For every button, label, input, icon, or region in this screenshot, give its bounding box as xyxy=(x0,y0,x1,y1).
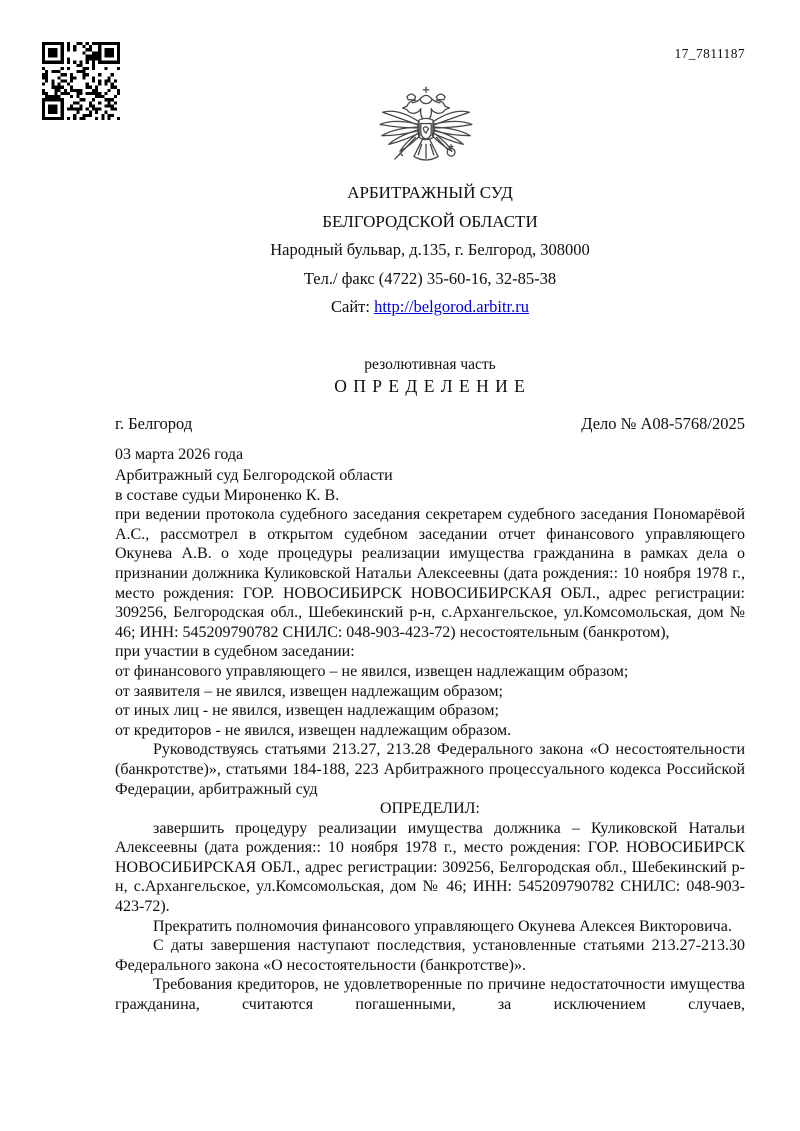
paragraph-terminate: Прекратить полномочия финансового управляющего Окунева Алексея Викторовича. xyxy=(153,917,732,935)
document-body xyxy=(115,466,745,1015)
document-number: 17_7811187 xyxy=(674,46,745,61)
site-label: Сайт: xyxy=(331,297,375,317)
paragraph-applicant: от заявителя – не явился, извещен надлежащим образом; xyxy=(115,682,503,700)
document-date: 03 марта 2026 года xyxy=(115,446,244,463)
court-address: Народный бульвар, д.135, г. Белгород, 308000 xyxy=(270,240,590,260)
qr-code xyxy=(42,42,120,120)
paragraph-case-intro: при ведении протокола судебного заседания секретарем судебного заседания Пономарёвой А.С., рассмотрел в открытом судебном заседании отчет финансового управляющего Окунева А.В. о ходе процедуры реализации имущества гражданина в рамках дела о признании должника Куликовской Натальи Алексеевны (дата рождения:: 10 ноября 1978 г., место рождения: ГОР. НОВОСИБИРСК НОВОСИБИРСКАЯ ОБЛ., адрес регистрации: 309256, Белгородская обл., Шебекинский р-н, с.Архангельское, ул.Комсомольская, дом № 46; ИНН: 545209790782 СНИЛС: 048-903-423-72) несостоятельным (банкротом), xyxy=(115,506,745,641)
paragraph-fin-manager: от финансового управляющего – не явился, извещен надлежащим образом; xyxy=(115,662,629,680)
paragraph-others: от иных лиц - не явился, извещен надлежащим образом; xyxy=(115,702,499,720)
paragraph-claims: Требования кредиторов, не удовлетворенные по причине недостаточности имущества гражданина, считаются погашенными, за исключением случаев, xyxy=(115,976,745,1014)
court-name-line2: БЕЛГОРОДСКОЙ ОБЛАСТИ xyxy=(322,211,538,231)
case-number: Дело № А08-5768/2025 xyxy=(581,414,745,433)
russia-coat-of-arms-icon xyxy=(374,83,478,178)
document-type-title: О П Р Е Д Е Л Е Н И Е xyxy=(334,376,526,396)
court-name-line1: АРБИТРАЖНЫЙ СУД xyxy=(347,183,513,202)
court-phone: Тел./ факс (4722) 35-60-16, 32-85-38 xyxy=(303,268,557,288)
court-site-line xyxy=(115,293,745,322)
court-site-link[interactable]: http://belgorod.arbitr.ru xyxy=(374,297,529,317)
paragraph-attendance: при участии в судебном заседании: xyxy=(115,643,355,661)
paragraph-court: Арбитражный суд Белгородской области xyxy=(115,467,393,484)
resolution-part-label: резолютивная часть xyxy=(364,356,496,373)
paragraph-creditors: от кредиторов - не явился, извещен надлежащим образом. xyxy=(115,721,512,739)
city-label: г. Белгород xyxy=(115,414,193,433)
court-header xyxy=(115,179,745,322)
meta-row xyxy=(115,414,745,434)
paragraph-ruled-label: ОПРЕДЕЛИЛ: xyxy=(380,800,480,818)
paragraph-complete: завершить процедуру реализации имущества должника – Куликовской Натальи Алексеевны (дата рождения:: 10 ноября 1978 г., место рождения: ГОР. НОВОСИБИРСК НОВОСИБИРСКАЯ ОБЛ., адрес регистрации: 309256, Белгородская обл., Шебекинский р-н, с.Архангельское, ул.Комсомольская, дом № 46; ИНН: 545209790782 СНИЛС: 048-903-423-72). xyxy=(115,819,745,916)
paragraph-legal-basis: Руководствуясь статьями 213.27, 213.28 Федерального закона «О несостоятельности (банкротстве)», статьями 184-188, 223 Арбитражного процессуального кодекса Российской Федерации, арбитражный суд xyxy=(115,741,745,798)
paragraph-consequences: С даты завершения наступают последствия, установленные статьями 213.27-213.30 Федерального закона «О несостоятельности (банкротстве)». xyxy=(115,937,745,974)
paragraph-judge: в составе судьи Мироненко К. В. xyxy=(115,486,340,504)
